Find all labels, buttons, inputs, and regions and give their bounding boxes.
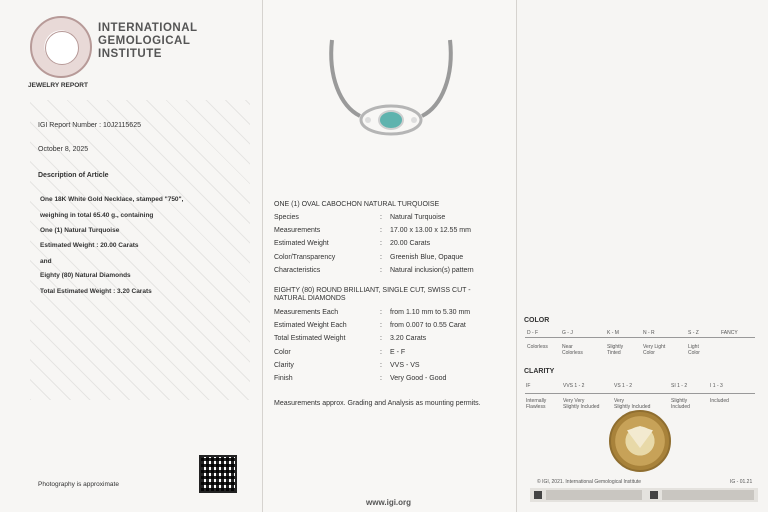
separator: : <box>380 253 382 261</box>
detail-label: Estimated Weight <box>274 240 329 248</box>
separator: : <box>380 348 382 356</box>
detail-row <box>274 240 430 247</box>
separator: : <box>380 375 382 382</box>
report-number: IGI Report Number : 10J2115625 <box>38 122 141 129</box>
detail-value: Greenish Blue, Opaque <box>390 253 464 261</box>
desc-line: Eighty (80) Natural Diamonds <box>40 272 131 279</box>
detail-row <box>274 362 420 369</box>
detail-row <box>274 349 405 356</box>
grade-label: G - J <box>562 330 573 336</box>
grade-description: Internally Flawless <box>526 398 547 410</box>
detail-row <box>274 309 470 316</box>
stone1-title: ONE (1) OVAL CABOCHON NATURAL TURQUOISE <box>274 201 440 208</box>
igi-logo-icon <box>30 16 92 78</box>
grade-description: Light Color <box>688 344 700 356</box>
grade-label: I 1 - 3 <box>710 383 723 389</box>
separator: : <box>380 361 382 369</box>
grade-label: N - R <box>643 330 655 336</box>
grade-description: Very Very Slightly Included <box>563 398 600 410</box>
website-link[interactable]: www.igi.org <box>366 498 412 507</box>
detail-row <box>274 322 466 329</box>
detail-row <box>274 254 463 261</box>
grade-label: S - Z <box>688 330 699 336</box>
qr-code-icon[interactable] <box>199 455 237 493</box>
photo-note: Photography is approximate <box>38 481 119 488</box>
detail-value: 3.20 Carats <box>390 335 427 343</box>
desc-line: and <box>40 258 52 265</box>
detail-value: Natural inclusion(s) pattern <box>390 266 474 274</box>
description-heading: Description of Article <box>38 172 109 179</box>
divider <box>525 337 755 338</box>
detail-value: 17.00 x 13.00 x 12.55 mm <box>390 227 471 235</box>
grade-description: Colorless <box>527 344 548 350</box>
separator: : <box>380 335 382 343</box>
color-heading: COLOR <box>524 317 550 324</box>
separator: : <box>380 240 382 248</box>
desc-line: One 18K White Gold Necklace, stamped "750", <box>40 196 184 203</box>
detail-value: Natural Turquoise <box>390 214 446 221</box>
detail-row <box>274 214 445 221</box>
grade-description: Very Light Color <box>643 344 666 356</box>
detail-value: from 1.10 mm to 5.30 mm <box>390 309 471 316</box>
detail-label: Species <box>274 214 299 221</box>
separator: : <box>380 214 382 221</box>
desc-line: One (1) Natural Turquoise <box>40 227 120 234</box>
measurement-note: Measurements approx. Grading and Analysis as mounting permits. <box>274 400 481 407</box>
copyright: © IGI, 2021. International Gemological Institute <box>537 479 642 485</box>
detail-value: VVS - VS <box>390 361 420 369</box>
detail-label: Characteristics <box>274 266 321 274</box>
detail-row <box>274 375 446 382</box>
clarity-heading: CLARITY <box>524 368 555 375</box>
detail-row <box>274 267 474 274</box>
form-code: IG - 01.21 <box>730 479 753 485</box>
separator: : <box>380 309 382 316</box>
grade-label: VS 1 - 2 <box>614 383 633 389</box>
report-cover-panel <box>0 0 263 512</box>
detail-value: 20.00 Carats <box>390 240 431 248</box>
desc-line: Total Estimated Weight : 3.20 Carats <box>40 288 152 295</box>
stone2-title: EIGHTY (80) ROUND BRILLIANT, SINGLE CUT, SWISS CUT - NATURAL DIAMONDS <box>274 287 471 302</box>
detail-value: from 0.007 to 0.55 Carat <box>390 322 466 330</box>
igi-seal-icon <box>609 410 671 472</box>
detail-label: Color/Transparency <box>274 253 336 261</box>
grade-description: Slightly Tinted <box>607 344 624 356</box>
detail-row <box>274 227 471 234</box>
grade-description: Very Slightly Included <box>614 398 651 410</box>
detail-label: Measurements Each <box>274 309 339 316</box>
separator: : <box>380 227 382 235</box>
organization-name: INTERNATIONAL GEMOLOGICAL INSTITUTE <box>98 22 198 60</box>
desc-line: weighing in total 65.40 g., containing <box>40 212 154 219</box>
detail-label: Color <box>274 348 291 356</box>
detail-label: Finish <box>274 375 293 382</box>
grade-description: Included <box>710 398 729 404</box>
grade-label: D - F <box>527 330 539 336</box>
report-type: JEWELRY REPORT <box>28 82 88 89</box>
grade-label: FANCY <box>721 330 738 336</box>
grade-label: K - M <box>607 330 619 336</box>
security-watermark <box>30 100 250 400</box>
necklace-photo <box>310 36 470 146</box>
desc-line: Estimated Weight : 20.00 Carats <box>40 242 139 249</box>
detail-value: Very Good - Good <box>390 375 447 382</box>
grade-description: Near Colorless <box>562 344 583 356</box>
grade-label: VVS 1 - 2 <box>563 383 585 389</box>
divider <box>525 393 755 394</box>
detail-label: Clarity <box>274 361 294 369</box>
grade-description: Slightly Included <box>671 398 690 410</box>
report-date: October 8, 2025 <box>38 146 89 153</box>
grade-label: SI 1 - 2 <box>671 383 688 389</box>
security-strip <box>530 488 758 502</box>
separator: : <box>380 322 382 330</box>
grade-label: IF <box>526 383 531 389</box>
detail-label: Total Estimated Weight <box>274 335 346 343</box>
detail-label: Measurements <box>274 227 321 235</box>
detail-value: E - F <box>390 348 406 356</box>
detail-row <box>274 335 426 342</box>
detail-label: Estimated Weight Each <box>274 322 347 330</box>
separator: : <box>380 266 382 274</box>
